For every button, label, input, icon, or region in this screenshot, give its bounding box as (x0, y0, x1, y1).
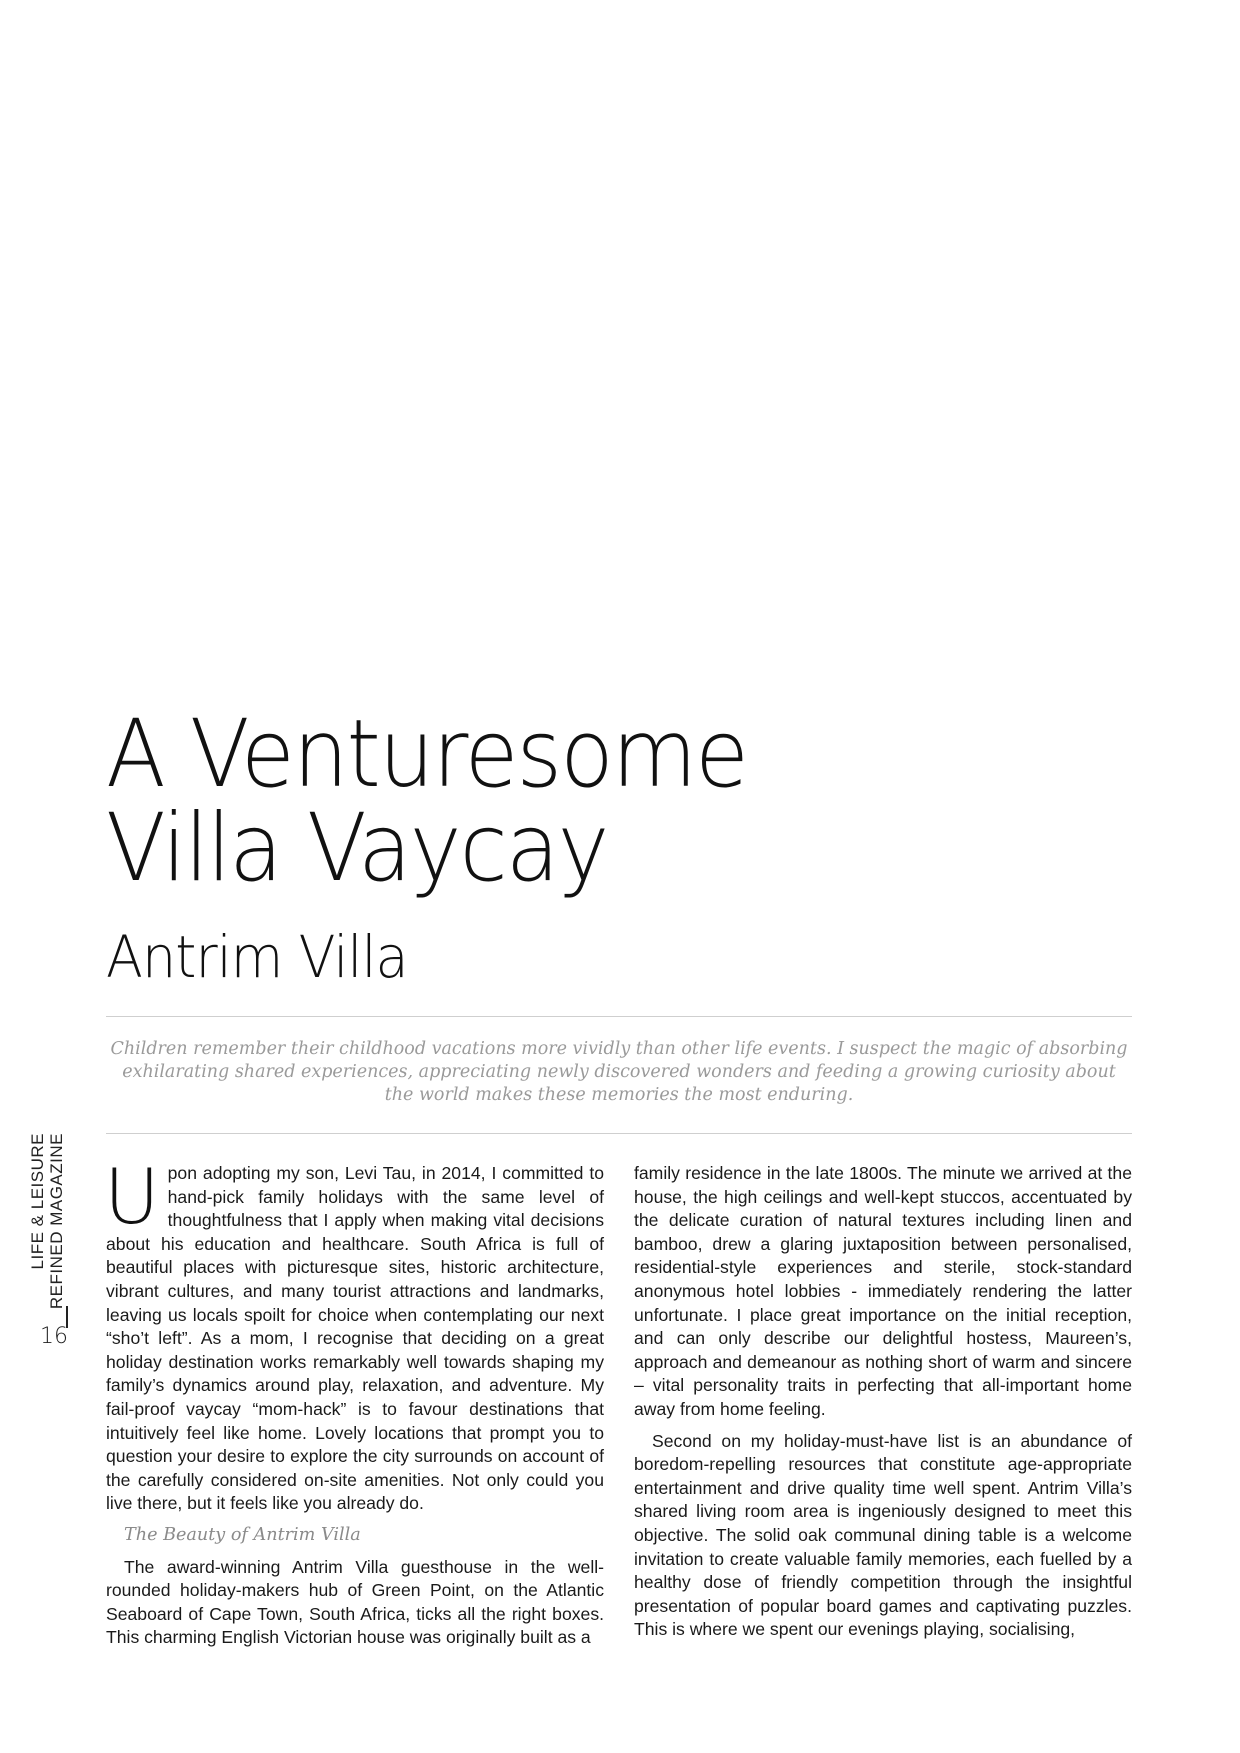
body-column-left (104, 1152, 604, 1658)
drop-cap: U (104, 1152, 160, 1241)
body-paragraph-2: The award-winning Antrim Villa guesthouse in the well-rounded holiday-makers hub of Green Point, on the Atlantic Seaboard of Cape Town, South Africa, ticks all the right boxes. This charming English Victorian house was originally built as a (106, 1556, 604, 1648)
body-paragraph-1-text: pon adopting my son, Levi Tau, in 2014, I committed to hand-pick family holidays with the same level of thoughtfulness that I apply when making vital decisions about his education and healthcare. South Africa is full of beautiful places with picturesque sites, historic architecture, vibrant cultures, and many tourist attractions and landmarks, leaving us locals spoilt for choice when contemplating our next “sho’t left”. As a mom, I recognise that deciding on a great holiday destination works remarkably well towards shaping my family’s dynamics around play, relaxation, and adventure. My fail-proof vaycay “mom-hack” is to favour destinations that intuitively feel like home. Lovely locations that prompt you to question your desire to explore the city surrounds on account of the carefully considered on-site amenities. Not only could you live there, but it feels like you already do. (106, 1163, 604, 1514)
title-line-2: Villa Vaycay (106, 794, 608, 903)
section-heading: The Beauty of Antrim Villa (124, 1524, 361, 1545)
divider-top (106, 1016, 1132, 1017)
body-paragraph-4: Second on my holiday-must-have list is an abundance of boredom-repelling resources that constitute age-appropriate entertainment and drive quality time well spent. Antrim Villa’s shared living room area is ingeniously designed to meet this objective. The solid oak communal dining table is a welcome invitation to create valuable family memories, each fuelled by a healthy dose of friendly competition through the insightful presentation of popular board games and captivating puzzles. This is where we spent our evenings playing, socialising, (634, 1430, 1132, 1640)
sidebar-line-1: LIFE & LEISURE (28, 1133, 47, 1270)
body-paragraph-3: family residence in the late 1800s. The minute we arrived at the house, the high ceilings and well-kept stuccos, accentuated by the delicate curation of natural textures including linen and bamboo, drew a glaring juxtaposition between personalised, residential-style experiences and sterile, stock-standard anonymous hotel lobbies - immediately rendering the latter unfortunate. I place great importance on the initial reception, and can only describe our delightful hostess, Maureen’s, approach and demeanour as nothing short of warm and sincere – vital personality traits in perfecting that all-important home away from home feeling. (634, 1163, 1132, 1419)
body-column-right (634, 1162, 1132, 1650)
body-paragraph-1 (104, 1152, 604, 1516)
sidebar-line-2: REFINED MAGAZINE (47, 1133, 66, 1310)
magazine-name (28, 1133, 66, 1309)
magazine-sidebar (28, 1133, 74, 1333)
intro-standfirst: Children remember their childhood vacations more vividly than other life events. I suspect the magic of absorbing exhilarating shared experiences, appreciating newly discovered wonders and feeding a growing curiosity about the world makes these memories the most enduring. (110, 1039, 1128, 1105)
title-line-1: A Venturesome (106, 700, 748, 809)
article-title (106, 700, 748, 903)
article-subtitle: Antrim Villa (106, 923, 408, 991)
page-number: 16 (40, 1324, 68, 1349)
divider-bottom (106, 1133, 1132, 1134)
